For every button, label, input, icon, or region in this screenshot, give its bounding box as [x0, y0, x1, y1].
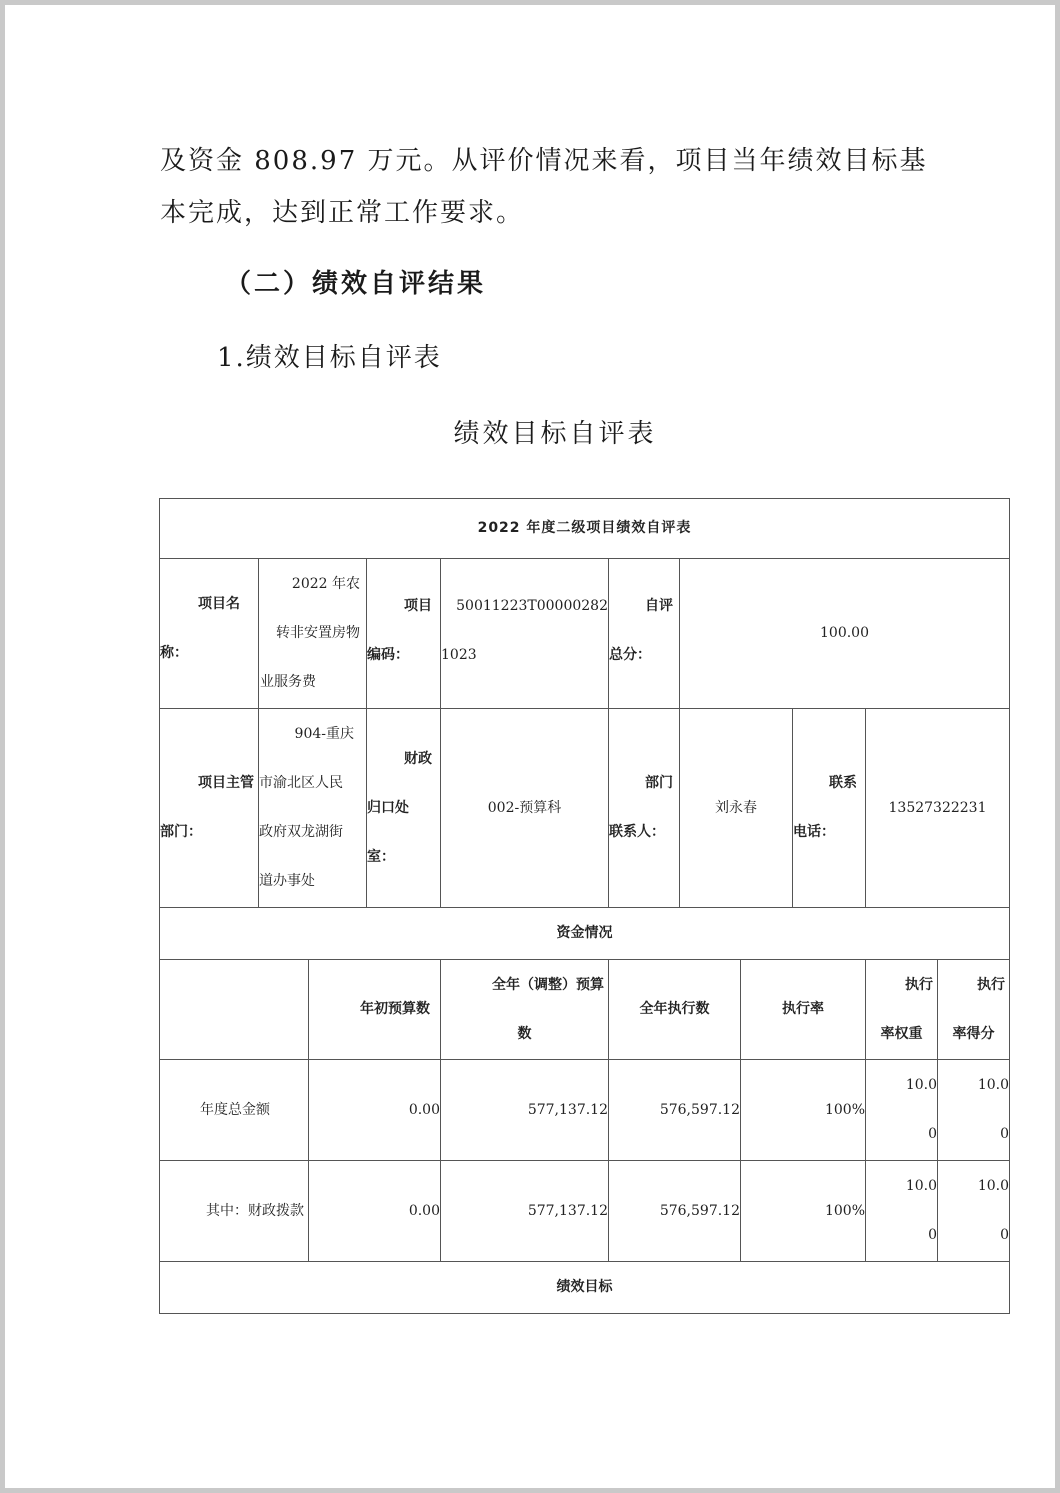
funds-section-header: 资金情况 [160, 908, 1010, 960]
self-score-value: 100.00 [680, 559, 1010, 709]
body-paragraph-line: 及资金 808.97 万元。从评价情况来看，项目当年绩效目标基 [160, 146, 928, 176]
self-score-label: 自评 总分： [609, 559, 680, 709]
fund-adjusted: 577,137.12 [441, 1060, 609, 1161]
section-heading: （二）绩效自评结果 [225, 269, 487, 299]
project-name-value: 2022 年农 转非安置房物 业服务费 [259, 559, 367, 709]
body-paragraph-line: 本完成，达到正常工作要求。 [160, 198, 525, 228]
dept-value: 904-重庆 市渝北区人民 政府双龙湖街 道办事处 [259, 709, 367, 908]
fund-executed: 576,597.12 [609, 1060, 741, 1161]
phone-value: 13527322231 [866, 709, 1010, 908]
table-caption: 绩效目标自评表 [453, 419, 657, 449]
initial-budget-header: 年初预算数 [309, 960, 441, 1060]
fund-rate: 100% [741, 1060, 866, 1161]
weight-header: 执行 率权重 [866, 960, 938, 1060]
project-code-label: 项目 编码： [367, 559, 441, 709]
performance-evaluation-table [159, 498, 1010, 1314]
score-header: 执行 率得分 [938, 960, 1010, 1060]
fund-initial: 0.00 [309, 1060, 441, 1161]
fund-adjusted: 577,137.12 [441, 1161, 609, 1262]
funds-header-blank [160, 960, 309, 1060]
finance-office-label: 财政 归口处 室： [367, 709, 441, 908]
fund-score: 10.0 0 [938, 1060, 1010, 1161]
fund-score: 10.0 0 [938, 1161, 1010, 1262]
performance-section-header: 绩效目标 [160, 1262, 1010, 1314]
finance-office-value: 002-预算科 [441, 709, 609, 908]
contact-value: 刘永春 [680, 709, 793, 908]
table-row [160, 1161, 1010, 1262]
executed-header: 全年执行数 [609, 960, 741, 1060]
exec-rate-header: 执行率 [741, 960, 866, 1060]
project-name-label: 项目名 称： [160, 559, 259, 709]
fund-rate: 100% [741, 1161, 866, 1262]
project-code-value: 50011223T00000282 1023 [441, 559, 609, 709]
fund-weight: 10.0 0 [866, 1060, 938, 1161]
contact-label: 部门 联系人： [609, 709, 680, 908]
subsection-heading: 1.绩效目标自评表 [217, 343, 442, 373]
adjusted-budget-header: 全年（调整）预算 数 [441, 960, 609, 1060]
fund-row-label: 年度总金额 [160, 1060, 309, 1161]
table-row [160, 1060, 1010, 1161]
fund-executed: 576,597.12 [609, 1161, 741, 1262]
fund-initial: 0.00 [309, 1161, 441, 1262]
table-title: 2022 年度二级项目绩效自评表 [160, 499, 1010, 559]
dept-label: 项目主管 部门： [160, 709, 259, 908]
phone-label: 联系 电话： [793, 709, 866, 908]
fund-row-label: 其中：财政拨款 [160, 1161, 309, 1262]
fund-weight: 10.0 0 [866, 1161, 938, 1262]
